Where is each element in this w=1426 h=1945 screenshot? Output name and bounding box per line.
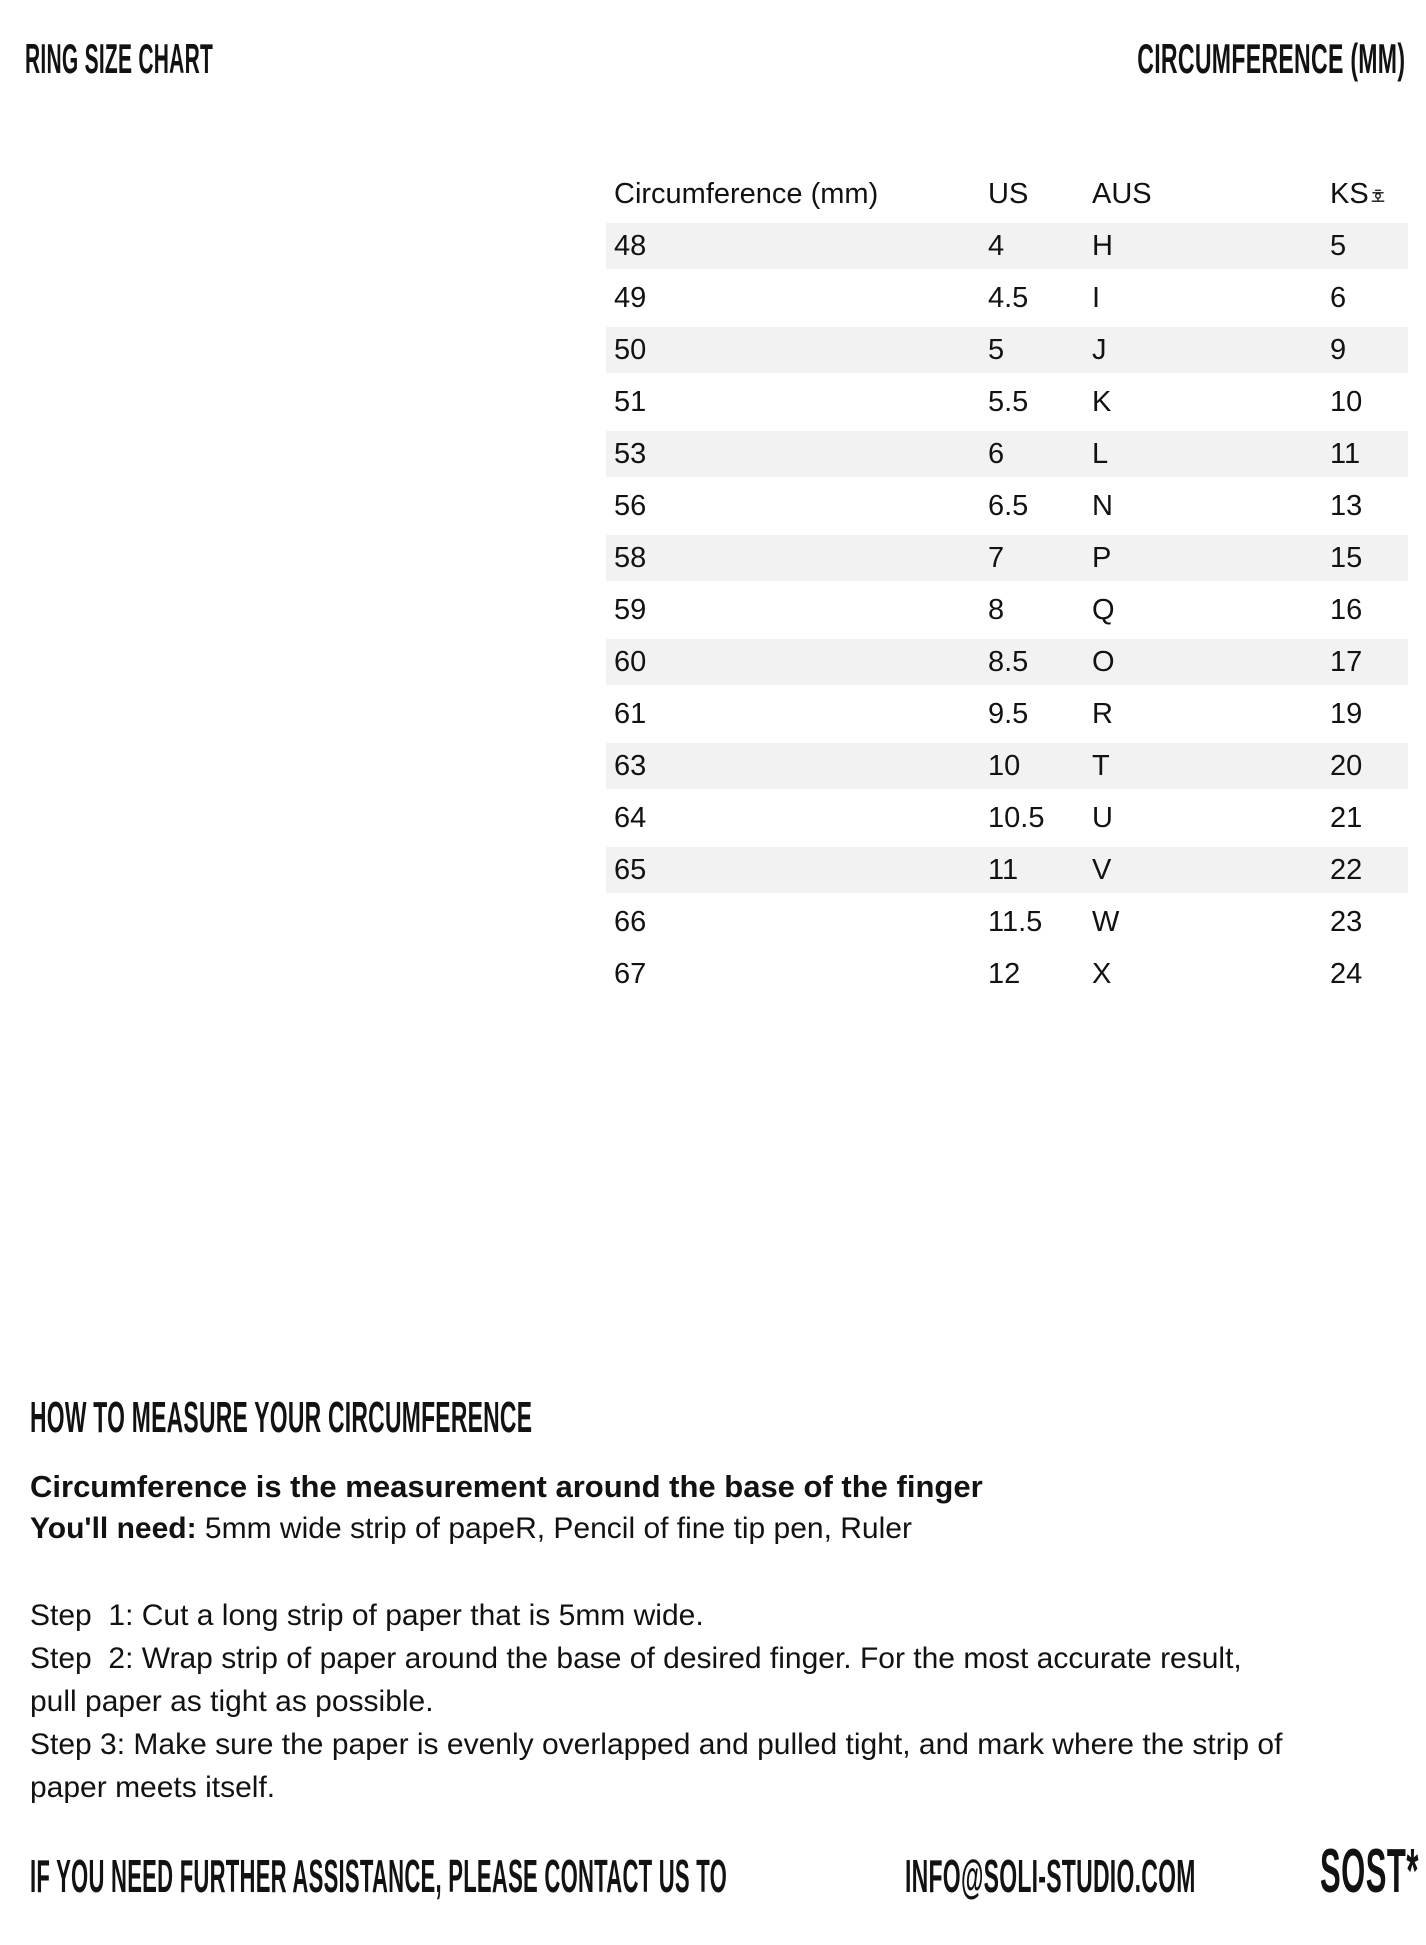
column-header-circumference: Circumference (mm) [614,178,879,210]
circumference-title: CIRCUMFERENCE (MM) [1136,35,1405,82]
cell-us-size: 11 [988,853,1019,886]
table-row [606,223,1408,269]
cell-ks-size: 17 [1330,645,1363,678]
table-row [606,275,1408,321]
step-line: paper meets itself. [30,1771,276,1804]
cell-us-size: 7 [988,541,1005,574]
cell-aus-size: U [1092,801,1113,834]
table-row [606,691,1408,737]
cell-us-size: 8.5 [988,645,1029,678]
cell-us-size: 10 [988,749,1021,782]
cell-aus-size: L [1092,437,1109,470]
column-header-ks [1330,178,1408,210]
table-row [606,483,1408,529]
cell-us-size: 5 [988,333,1005,366]
cell-circumference: 56 [614,489,647,522]
materials-needed-label: You'll need: [30,1512,197,1545]
cell-circumference: 51 [614,385,647,418]
table-row [606,899,1408,945]
howto-section-heading: HOW TO MEASURE YOUR CIRCUMFERENCE [30,1393,533,1442]
cell-ks-size: 24 [1330,957,1363,990]
cell-aus-size: K [1092,385,1112,418]
cell-us-size: 6 [988,437,1005,470]
table-header-row [606,178,1408,223]
cell-circumference: 61 [614,697,647,730]
cell-aus-size: V [1092,853,1112,886]
cell-aus-size: T [1092,749,1110,782]
cell-circumference: 53 [614,437,647,470]
table-row [606,587,1408,633]
cell-ks-size: 11 [1330,437,1361,470]
column-header-us: US [988,178,1029,210]
brand-logo: SOST* [1320,1837,1419,1906]
assistance-text: IF YOU NEED FURTHER ASSISTANCE, PLEASE CONTACT US TO [30,1850,728,1902]
cell-aus-size: Q [1092,593,1115,626]
cell-aus-size: P [1092,541,1112,574]
materials-needed-line [30,1510,912,1547]
cell-ks-size: 5 [1330,229,1347,262]
cell-us-size: 12 [988,957,1021,990]
contact-email: INFO@SOLI-STUDIO.COM [905,1850,1196,1902]
table-row [606,795,1408,841]
cell-circumference: 65 [614,853,647,886]
cell-ks-size: 9 [1330,333,1347,366]
cell-aus-size: R [1092,697,1113,730]
hangul-ho-icon [1371,189,1385,203]
step-line: pull paper as tight as possible. [30,1685,434,1718]
step-line: Step 1: Cut a long strip of paper that is 5mm wide. [30,1599,704,1632]
table-row [606,639,1408,685]
cell-aus-size: N [1092,489,1113,522]
cell-us-size: 10.5 [988,801,1045,834]
cell-circumference: 49 [614,281,647,314]
table-row [606,431,1408,477]
cell-aus-size: J [1092,333,1107,366]
cell-ks-size: 22 [1330,853,1363,886]
table-row [606,379,1408,425]
cell-circumference: 58 [614,541,647,574]
cell-us-size: 9.5 [988,697,1029,730]
table-row [606,951,1408,997]
cell-circumference: 48 [614,229,647,262]
cell-ks-size: 23 [1330,905,1363,938]
cell-circumference: 66 [614,905,647,938]
cell-circumference: 50 [614,333,647,366]
cell-us-size: 11.5 [988,905,1043,938]
cell-aus-size: O [1092,645,1115,678]
cell-ks-size: 15 [1330,541,1363,574]
circumference-definition: Circumference is the measurement around the base of the finger [30,1469,983,1504]
cell-us-size: 5.5 [988,385,1029,418]
cell-aus-size: X [1092,957,1112,990]
table-row [606,847,1408,893]
table-row [606,327,1408,373]
cell-ks-size: 13 [1330,489,1363,522]
cell-ks-size: 21 [1330,801,1363,834]
step-line: Step 2: Wrap strip of paper around the base of desired finger. For the most accurate result, [30,1642,1242,1675]
cell-us-size: 8 [988,593,1005,626]
cell-us-size: 4.5 [988,281,1029,314]
cell-aus-size: I [1092,281,1101,314]
size-conversion-table [606,178,1408,1003]
cell-circumference: 59 [614,593,647,626]
cell-ks-size: 16 [1330,593,1363,626]
cell-circumference: 64 [614,801,647,834]
table-row [606,743,1408,789]
step-line: Step 3: Make sure the paper is evenly overlapped and pulled tight, and mark where the strip of [30,1728,1283,1761]
cell-us-size: 6.5 [988,489,1029,522]
ks-label: KS [1330,178,1369,210]
cell-us-size: 4 [988,229,1005,262]
table-body [606,223,1408,997]
measuring-steps [30,1594,1282,1809]
cell-circumference: 60 [614,645,647,678]
column-header-aus: AUS [1092,178,1152,210]
cell-ks-size: 19 [1330,697,1363,730]
cell-aus-size: W [1092,905,1120,938]
cell-circumference: 63 [614,749,647,782]
materials-needed-text: 5mm wide strip of papeR, Pencil of fine tip pen, Ruler [196,1512,912,1545]
cell-ks-size: 20 [1330,749,1363,782]
cell-ks-size: 6 [1330,281,1347,314]
page-title: RING SIZE CHART [25,35,214,82]
cell-aus-size: H [1092,229,1113,262]
cell-ks-size: 10 [1330,385,1363,418]
table-row [606,535,1408,581]
cell-circumference: 67 [614,957,647,990]
